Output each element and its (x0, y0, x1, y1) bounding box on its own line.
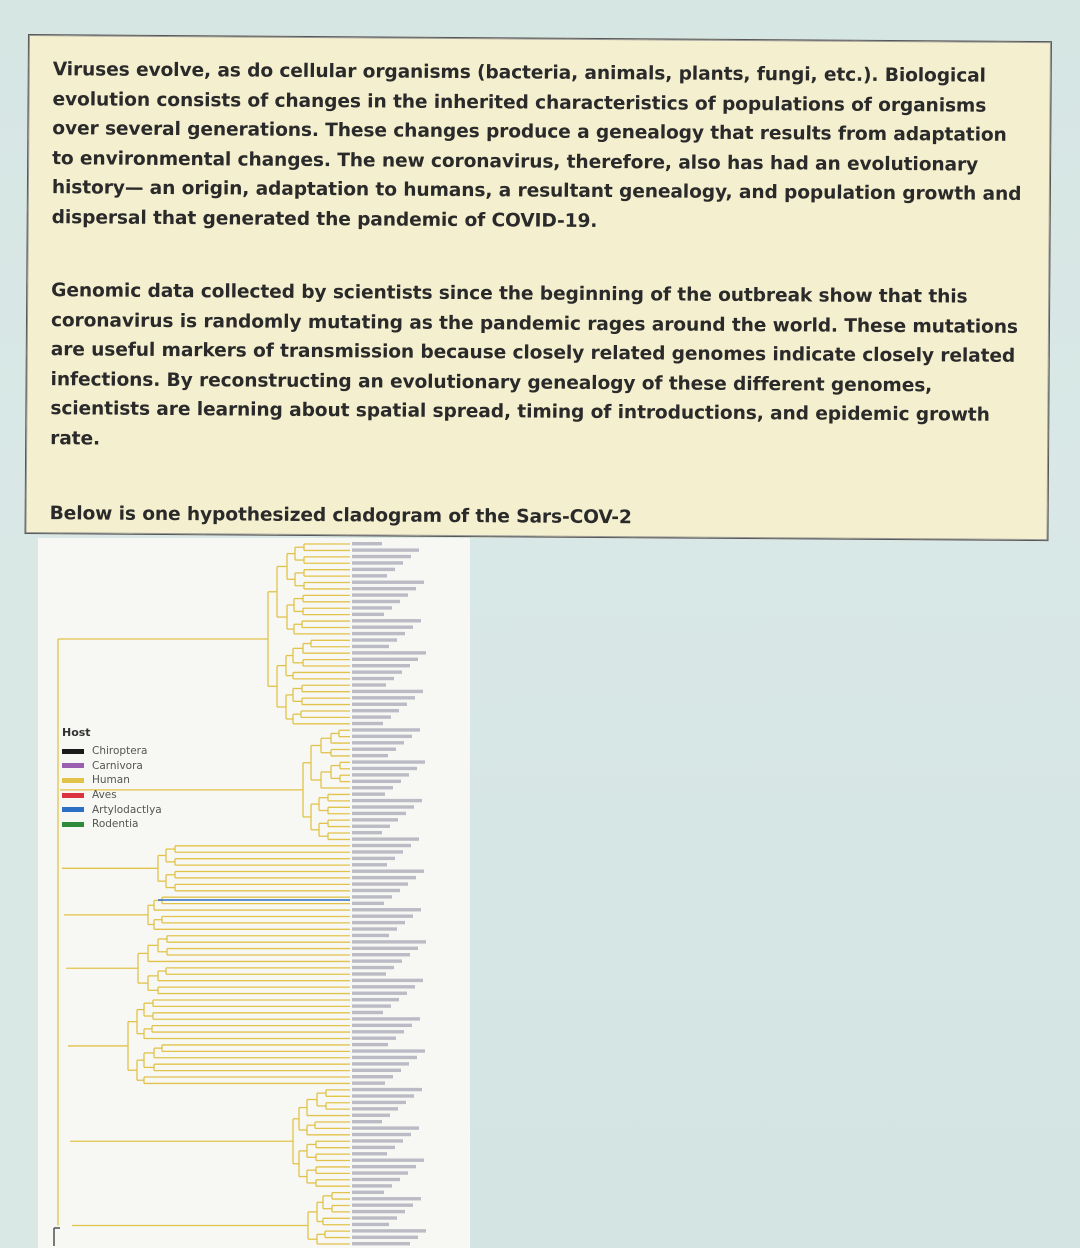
tip-label (352, 1062, 409, 1065)
tip-label (352, 921, 405, 924)
tip-label (352, 754, 388, 757)
tip-label (352, 677, 394, 680)
text-panel (25, 34, 1052, 541)
tip-label (352, 953, 410, 956)
tip-label (352, 831, 382, 834)
tip-label (352, 767, 417, 770)
tip-label (352, 1146, 395, 1149)
tip-label (352, 1024, 412, 1027)
tip-label (352, 792, 385, 795)
tip-label (352, 1030, 404, 1033)
legend-swatch (62, 778, 84, 783)
tip-label (352, 548, 419, 551)
legend-item (62, 759, 162, 774)
tip-label (352, 1139, 403, 1142)
tip-label (352, 760, 425, 763)
tip-label (352, 812, 406, 815)
tip-label (352, 1056, 417, 1059)
cladogram-caption: Below is one hypothesized cladogram of the Sars-COV-2 (49, 503, 632, 529)
tip-label (352, 934, 389, 937)
tip-label (352, 876, 416, 879)
cladogram-tree (38, 538, 470, 1248)
tip-label (352, 992, 407, 995)
tip-label (352, 638, 397, 641)
tip-label (352, 1088, 422, 1091)
tip-label (352, 1210, 405, 1213)
tip-label (352, 1101, 406, 1104)
tip-label (352, 870, 424, 873)
tip-label (352, 593, 408, 596)
tip-label (352, 568, 395, 571)
tip-label (352, 889, 400, 892)
tip-label (352, 690, 423, 693)
tip-label (352, 1159, 424, 1162)
legend-item (62, 744, 162, 759)
tip-label (352, 927, 397, 930)
tip-label (352, 741, 404, 744)
tip-label (352, 722, 383, 725)
tip-label (352, 1114, 390, 1117)
legend-title: Host (62, 726, 91, 739)
legend-swatch (62, 763, 84, 768)
tip-label (352, 895, 392, 898)
tip-label (352, 651, 426, 654)
tip-label (352, 1236, 418, 1239)
tip-label (352, 600, 400, 603)
tip-label (352, 1133, 411, 1136)
legend-label: Artylodactlya (92, 803, 162, 816)
legend-label: Aves (92, 789, 117, 802)
tip-label (352, 773, 409, 776)
tip-label (352, 1171, 408, 1174)
tip-label (352, 1152, 387, 1155)
tip-label (352, 1069, 401, 1072)
tip-label (352, 632, 405, 635)
legend-label: Human (92, 774, 130, 787)
legend-swatch (62, 807, 84, 812)
cladogram-figure (38, 538, 470, 1248)
tip-label (352, 1223, 389, 1226)
tip-label (352, 715, 391, 718)
tip-label (352, 863, 387, 866)
tip-label (352, 1075, 393, 1078)
tip-label (352, 1107, 398, 1110)
left-margin (0, 538, 38, 1248)
tip-label (352, 542, 382, 545)
legend-item (62, 773, 162, 788)
legend-item (62, 802, 162, 817)
tip-label (352, 825, 390, 828)
tip-label (352, 902, 384, 905)
tip-label (352, 1184, 392, 1187)
tip-label (352, 1043, 388, 1046)
tip-label (352, 1216, 397, 1219)
tip-label (352, 805, 414, 808)
tip-label (352, 1126, 419, 1129)
tip-label (352, 696, 415, 699)
tip-label (352, 587, 416, 590)
tip-label (352, 625, 413, 628)
tip-label (352, 1242, 410, 1245)
tip-label (352, 1036, 396, 1039)
tip-label (352, 1004, 391, 1007)
tip-label (352, 581, 424, 584)
tip-label (352, 664, 410, 667)
legend-swatch (62, 793, 84, 798)
tip-label (352, 940, 426, 943)
tip-label (352, 966, 394, 969)
intro-paragraph: Viruses evolve, as do cellular organisms (bacteria, animals, plants, fungi, etc.). Biological evolution consists of changes in the inherited characteristics of populations of organisms over several generations. These changes produce a genealogy that results from adaptation to environmental changes. The new coronavirus, therefore, also has had an evolutionary history— an origin, adaptation to humans, a resultant genealogy, and population growth and dispersal that generated the pandemic of COVID-19. (51, 59, 1022, 232)
tip-label (352, 844, 411, 847)
tip-label (352, 786, 393, 789)
tip-label (352, 619, 421, 622)
tip-label (352, 748, 396, 751)
tip-label (352, 735, 412, 738)
legend-item (62, 788, 162, 803)
tip-label (352, 799, 422, 802)
tip-label (352, 1017, 420, 1020)
legend-swatch (62, 822, 84, 827)
tip-label (352, 606, 392, 609)
tip-label (352, 670, 402, 673)
legend-item (62, 817, 162, 832)
tip-label (352, 1120, 382, 1123)
tip-label (352, 1203, 413, 1206)
genomic-data-paragraph: Genomic data collected by scientists since the beginning of the outbreak show that this coronavirus is randomly mutating as the pandemic rages around the world. These mutations are useful markers of transmission because closely related genomes indicate closely related infections. By reconstructing an evolutionary genealogy of these different genomes, scientists are learning about spatial spread, timing of introductions, and epidemic growth rate. (50, 280, 1018, 450)
tip-label (352, 850, 403, 853)
tip-label (352, 979, 423, 982)
tip-label (352, 818, 398, 821)
tip-label (352, 1191, 384, 1194)
legend-label: Rodentia (92, 818, 139, 831)
tip-label (352, 1178, 400, 1181)
legend-swatch (62, 749, 84, 754)
tip-label (352, 728, 420, 731)
tip-label (352, 1011, 383, 1014)
tip-label (352, 1229, 426, 1232)
tip-label (352, 703, 407, 706)
tip-label (352, 837, 419, 840)
tip-label (352, 1081, 385, 1084)
legend-label: Chiroptera (92, 745, 148, 758)
tip-label (352, 1197, 421, 1200)
tip-label (352, 1094, 414, 1097)
tip-label (352, 857, 395, 860)
tip-label (352, 947, 418, 950)
tip-label (352, 1165, 416, 1168)
tip-label (352, 574, 387, 577)
tip-label (352, 709, 399, 712)
tip-label (352, 914, 413, 917)
tip-label (352, 658, 418, 661)
tip-label (352, 645, 389, 648)
tip-label (352, 780, 401, 783)
tip-label (352, 972, 386, 975)
tip-label (352, 1049, 425, 1052)
tip-label (352, 882, 408, 885)
tip-label (352, 561, 403, 564)
legend-label: Carnivora (92, 759, 143, 772)
tip-label (352, 683, 386, 686)
tip-label (352, 998, 399, 1001)
tip-label (352, 908, 421, 911)
host-legend (62, 726, 162, 832)
tip-label (352, 959, 402, 962)
tip-label (352, 985, 415, 988)
tip-label (352, 613, 384, 616)
tip-label (352, 555, 411, 558)
